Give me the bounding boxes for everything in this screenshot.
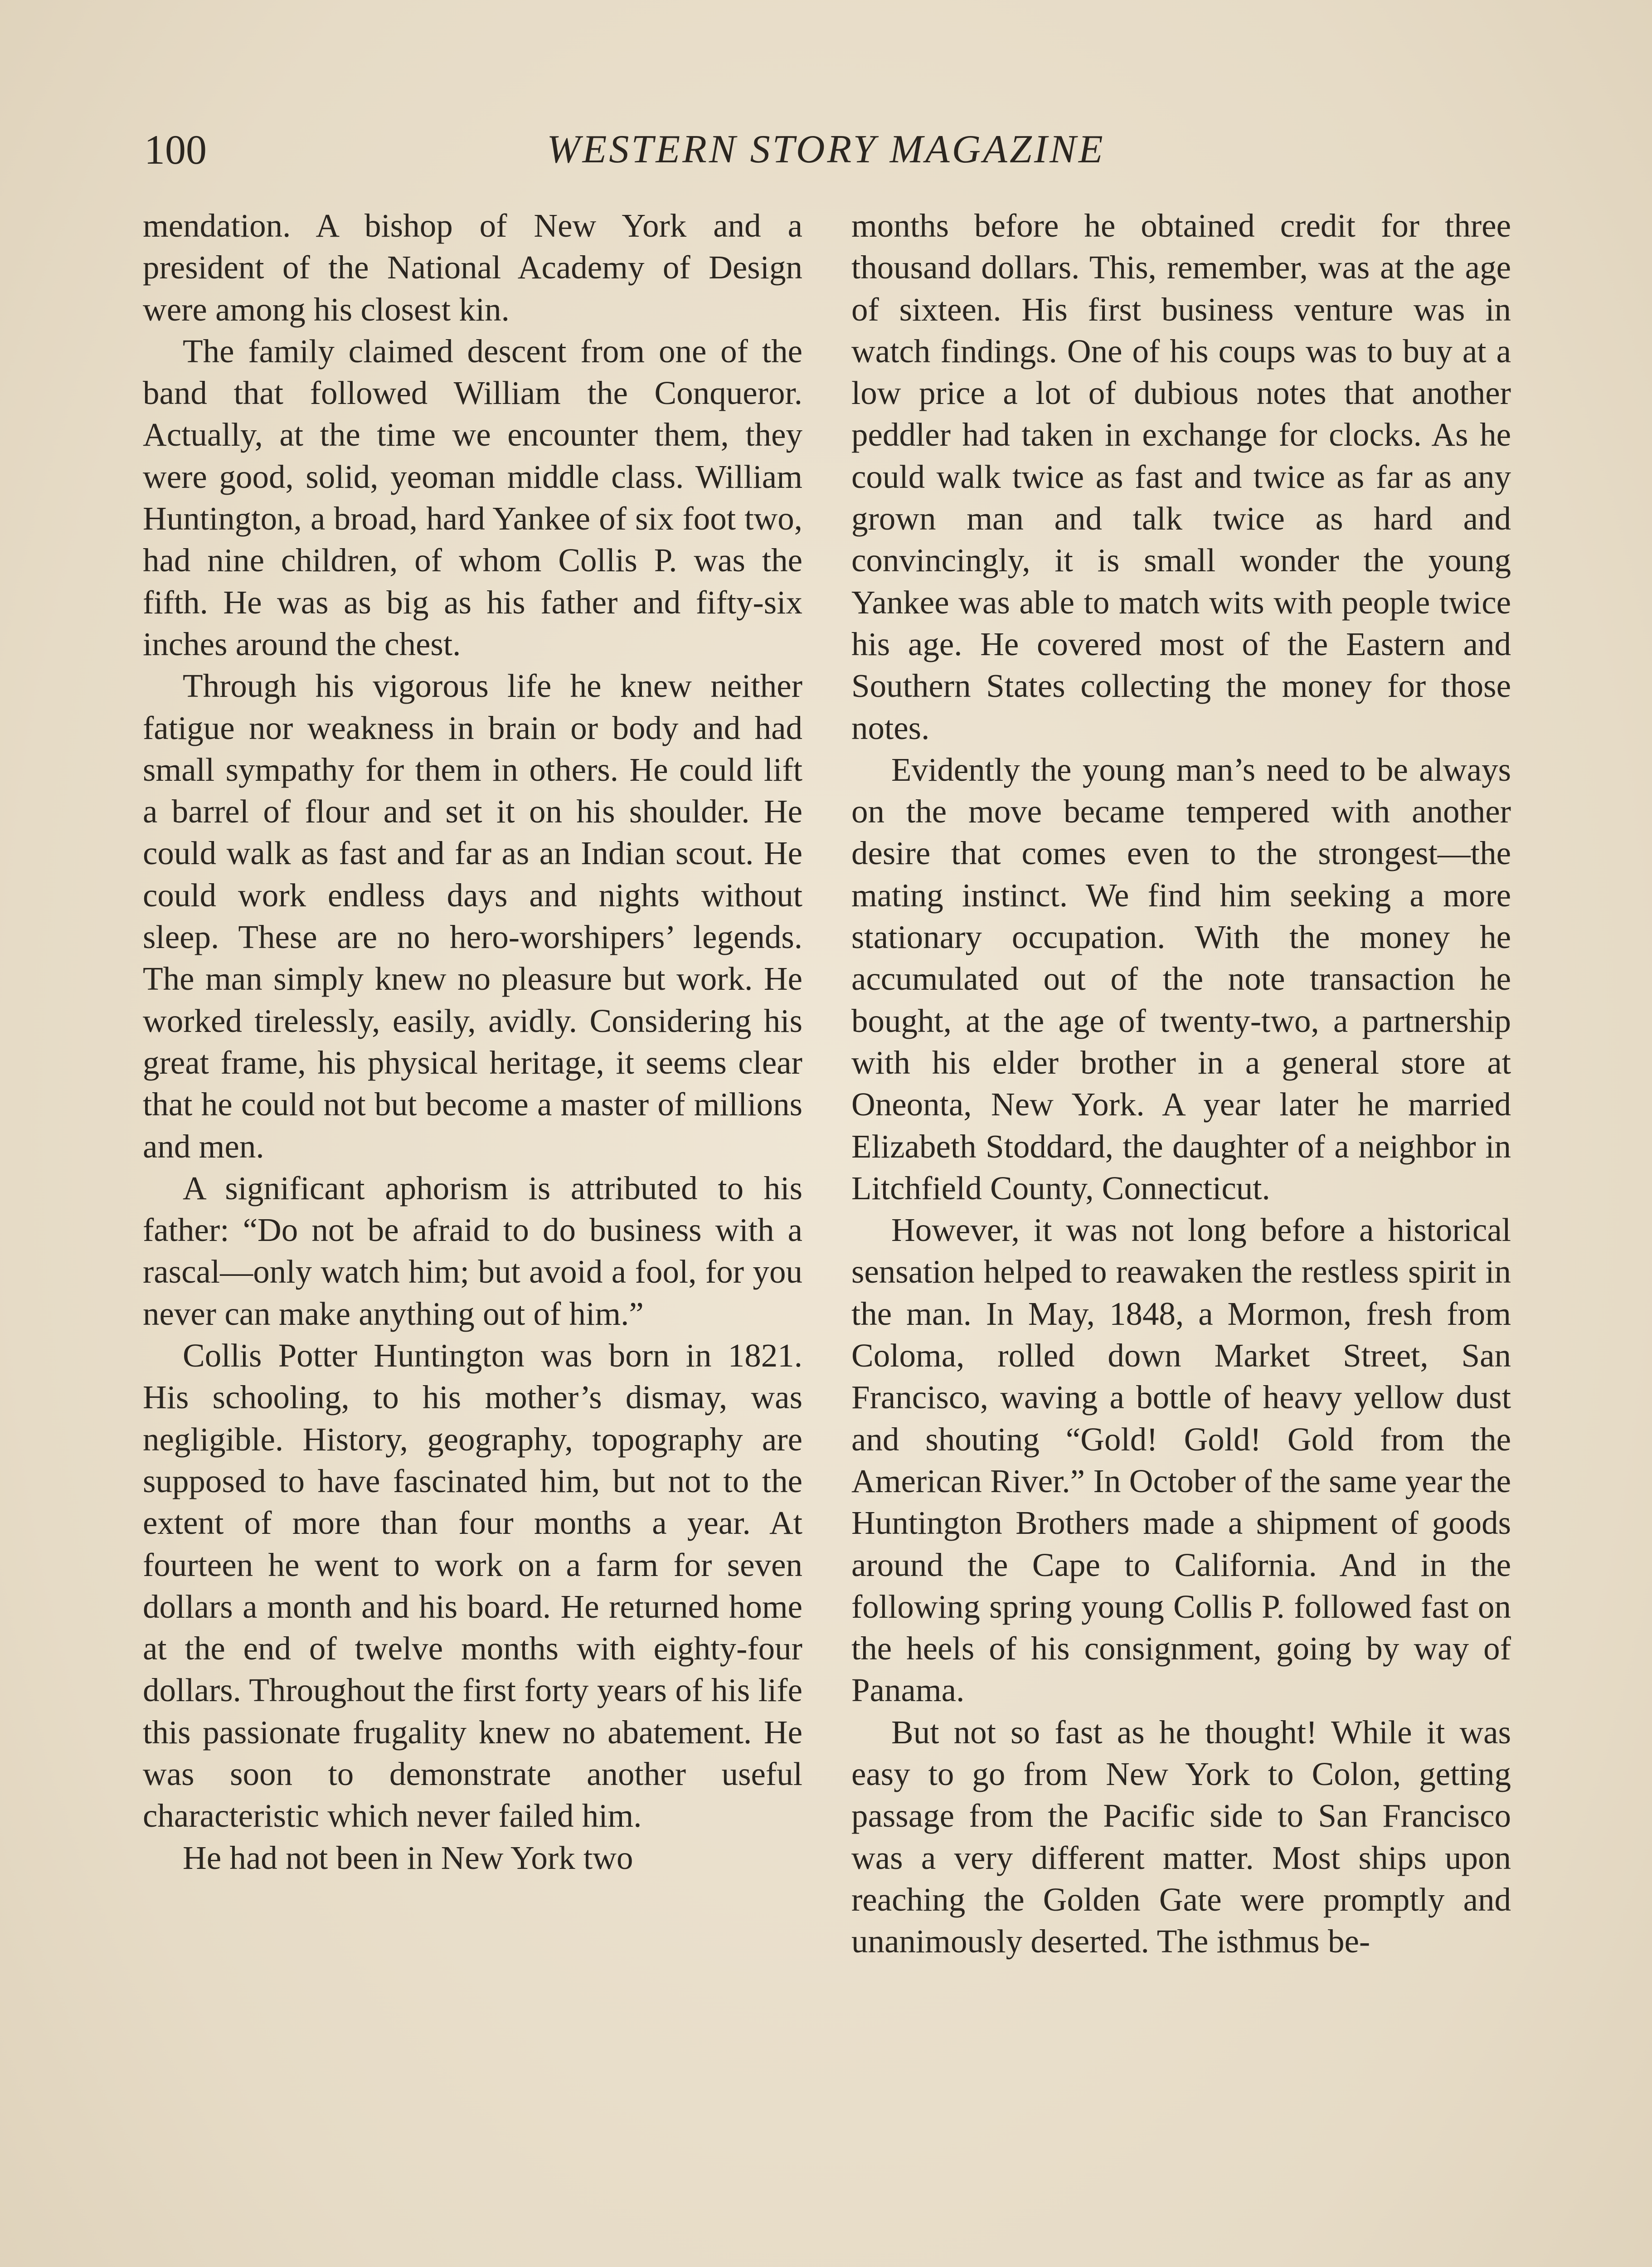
paragraph: Evidently the young man’s need to be always on the move became tempered with another desire that comes even to the strongest—the mating instinct. We find him seeking a more stationary occupation. With the money he accumulated out of the note transaction he bought, at the age of twenty-two, a partnership with his elder brother in a general store at Oneonta, New York. A year later he married Elizabeth Stoddard, the daughter of a neighbor in Litchfield County, Connecticut. [851, 751, 1511, 1206]
running-title: WESTERN STORY MAGAZINE [547, 127, 1105, 171]
paragraph: Through his vigorous life he knew neither fatigue nor weakness in brain or body and had small sympathy for them in others. He could lift a barrel of flour and set it on his shoulder. He could walk as fast and far as an Indian scout. He could work endless days and nights without sleep. These are no hero-worshipers’ legends. The man simply knew no pleasure but work. He worked tirelessly, easily, avidly. Considering his great frame, his physical heritage, it seems clear that he could not but become a master of millions and men. [143, 667, 802, 1165]
paragraph: But not so fast as he thought! While it was easy to go from New York to Colon, getting passage from the Pacific side to San Francisco was a very different matter. Most ships upon reaching the Golden Gate were promptly and unanimously deserted. The isthmus be- [851, 1713, 1511, 1960]
page-number: 100 [144, 126, 207, 173]
left-column [143, 205, 802, 1879]
paragraph: mendation. A bishop of New York and a president of the National Academy of Design were among his closest kin. [143, 207, 802, 328]
right-column [851, 205, 1511, 1962]
paragraph: The family claimed descent from one of the band that followed William the Conqueror. Actually, at the time we encounter them, they were good, solid, yeoman middle class. William Huntington, a broad, hard Yankee of six foot two, had nine children, of whom Collis P. was the fifth. He was as big as his father and fifty-six inches around the chest. [143, 332, 802, 662]
paragraph: He had not been in New York two [183, 1839, 633, 1876]
paragraph: Collis Potter Huntington was born in 1821. His schooling, to his mother’s dismay, was negligible. History, geography, topography are supposed to have fascinated him, but not to the extent of more than four months a year. At fourteen he went to work on a farm for seven dollars a month and his board. He returned home at the end of twelve months with eighty-four dollars. Throughout the first forty years of his life this passionate frugality knew no abatement. He was soon to demonstrate another useful characteristic which never failed him. [143, 1337, 802, 1834]
paragraph: However, it was not long before a historical sensation helped to reawaken the restless spirit in the man. In May, 1848, a Mormon, fresh from Coloma, rolled down Market Street, San Francisco, waving a bottle of heavy yellow dust and shouting “Gold! Gold! Gold from the American River.” In October of the same year the Huntington Brothers made a shipment of goods around the Cape to California. And in the following spring young Collis P. followed fast on the heels of his consignment, going by way of Panama. [851, 1211, 1511, 1709]
page-header [0, 120, 1652, 179]
paragraph: A significant aphorism is attributed to his father: “Do not be afraid to do business with a rascal—only watch him; but avoid a fool, for you never can make anything out of him.” [143, 1169, 802, 1332]
paragraph: months before he obtained credit for three thousand dollars. This, remember, was at the age of sixteen. His first business venture was in watch findings. One of his coups was to buy at a low price a lot of dubious notes that another peddler had taken in exchange for clocks. As he could walk twice as fast and twice as far as any grown man and talk twice as hard and convincingly, it is small wonder the young Yankee was able to match wits with people twice his age. He covered most of the Eastern and Southern States collecting the money for those notes. [851, 207, 1511, 746]
